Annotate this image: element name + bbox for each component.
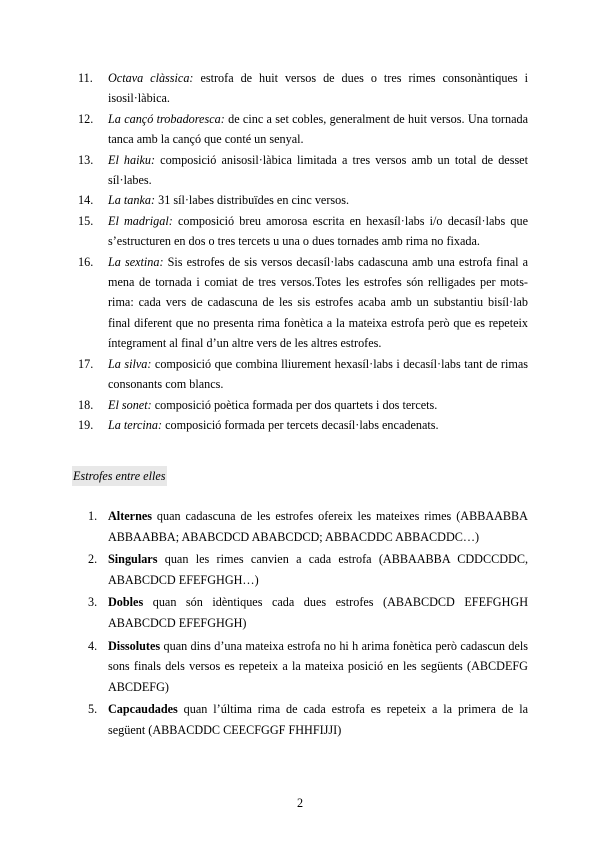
item-separator: : xyxy=(151,193,156,208)
item-number: 2. xyxy=(88,552,98,567)
item-separator: : xyxy=(147,356,152,371)
list-item xyxy=(78,252,528,354)
item-separator: : xyxy=(151,152,156,167)
item-number: 15. xyxy=(78,213,94,228)
item-number: 4. xyxy=(88,638,98,653)
item-term: La tanka xyxy=(108,193,151,208)
list-item xyxy=(78,109,528,150)
list-item xyxy=(88,549,528,590)
strophe-types-list xyxy=(88,506,528,743)
item-text: quan les rimes canvien a cada estrofa (ABBAABBA CDDCCDDC, ABABCDCD EFEFGHGH…) xyxy=(108,552,528,587)
item-text: quan dins d’una mateixa estrofa no hi h arima fonètica però cadascun dels sons finals dels versos es repeteix a la mateixa posició en les següents (ABCDEFG ABCDEFG) xyxy=(108,638,528,694)
item-term: El sonet xyxy=(108,397,148,412)
item-text: composició poètica formada per dos quartets i dos tercets. xyxy=(151,397,438,412)
item-term: Capcaudades xyxy=(108,702,178,717)
item-number: 18. xyxy=(78,397,94,412)
poetic-forms-list xyxy=(78,68,529,435)
item-number: 16. xyxy=(78,254,94,269)
item-term: Alternes xyxy=(108,509,152,523)
item-text: composició anisosil·làbica limitada a tres versos amb un total de desset síl·labes. xyxy=(108,152,528,188)
item-number: 5. xyxy=(88,702,98,717)
list-item xyxy=(78,150,528,191)
item-separator: : xyxy=(220,111,225,126)
item-text: composició que combina lliurement hexasíl·labs i decasíl·labs tant de rimas consonants com blancs. xyxy=(108,356,529,392)
item-number: 12. xyxy=(78,111,94,126)
list-item xyxy=(78,68,528,109)
item-separator: : xyxy=(159,254,164,269)
item-term: La silva xyxy=(108,356,148,371)
item-number: 14. xyxy=(78,193,94,208)
item-text: quan l’última rima de cada estrofa es repeteix a la primera de la següent (ABBACDDC CEECFGGF FHHFIJJI) xyxy=(108,702,528,737)
list-item xyxy=(88,699,528,740)
list-item xyxy=(78,211,528,252)
item-term: La tercina xyxy=(108,417,158,432)
item-separator: : xyxy=(168,213,173,228)
item-term: La sextina xyxy=(108,254,160,269)
list-item xyxy=(78,395,528,415)
list-item xyxy=(78,190,528,210)
section-heading: Estrofes entre elles xyxy=(72,466,167,486)
list-item xyxy=(88,636,528,698)
item-number: 1. xyxy=(88,509,98,523)
list-item xyxy=(88,592,528,633)
list-item xyxy=(78,415,528,435)
item-term: Dobles xyxy=(108,595,144,610)
item-separator: : xyxy=(158,417,163,432)
list-item xyxy=(78,354,529,395)
item-separator: : xyxy=(189,71,194,85)
item-term: El madrigal xyxy=(108,213,169,228)
item-text: quan són idèntiques cada dues estrofes (ABABCDCD EFEFGHGH ABABCDCD EFEFGHGH) xyxy=(108,595,528,630)
item-number: 11. xyxy=(78,71,93,85)
item-text: de cinc a set cobles, generalment de huit versos. Una tornada tanca amb la cançó que conté un senyal. xyxy=(108,111,528,147)
page-number: 2 xyxy=(296,796,304,810)
item-term: Dissolutes xyxy=(108,638,161,653)
item-text: quan cadascuna de les estrofes ofereix les mateixes rimes (ABBAABBA ABBAABBA; ABABCDCD ABABCDCD; ABBACDDC ABBACDDC…) xyxy=(108,509,528,544)
item-text: Sis estrofes de sis versos decasíl·labs cadascuna amb una estrofa final a mena de tornada i comiat de tres versos.Totes les estrofes són relligades per mots-rima: cada vers de cadascuna de les sis estrofes acaba amb un substantiu bisíl·lab final diferent que no presenta rima fonètica a la mateixa estrofa però que es repeteix íntegrament al final d’un altre vers de les altres estrofes. xyxy=(108,254,528,351)
item-number: 13. xyxy=(78,152,94,167)
item-text: 31 síl·labes distribuïdes en cinc versos. xyxy=(155,193,350,208)
item-text: estrofa de huit versos de dues o tres rimes consonàntiques i isosil·làbica. xyxy=(108,71,528,106)
item-term: La cançó trobadoresca xyxy=(108,111,221,126)
item-term: Octava clàssica xyxy=(108,71,190,85)
item-number: 17. xyxy=(78,356,94,371)
item-text: composició formada per tercets decasíl·labs encadenats. xyxy=(162,417,439,432)
item-number: 3. xyxy=(88,595,98,610)
item-term: Singulars xyxy=(108,552,158,567)
item-number: 19. xyxy=(78,417,94,432)
item-term: El haiku xyxy=(108,152,152,167)
list-item xyxy=(88,506,528,547)
item-separator: : xyxy=(147,397,152,412)
item-text: composició breu amorosa escrita en hexasíl·labs i/o decasíl·labs que s’estructuren en dos o tres tercets u una o dues tornades amb rima no fixada. xyxy=(108,213,528,249)
